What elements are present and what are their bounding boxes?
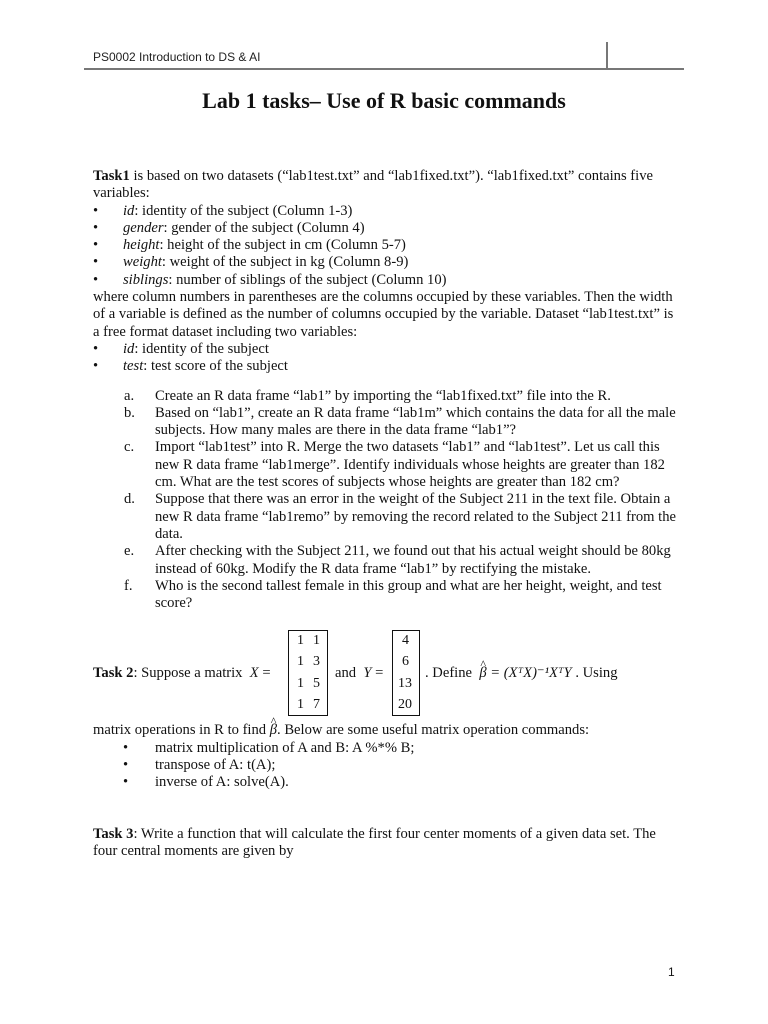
question-letter: d.: [124, 491, 135, 508]
task2-follow-text: matrix operations in R to find: [93, 722, 267, 739]
page-number: 1: [668, 965, 675, 979]
matrix-cell: 6: [402, 654, 409, 670]
list-item: • matrix multiplication of A and B: A %*% B;: [93, 740, 683, 757]
matrix-cell: 5: [313, 676, 320, 692]
list-item: • transpose of A: t(A);: [93, 757, 683, 774]
variable-name: id: [123, 340, 135, 357]
matrix-cell: 1: [313, 633, 320, 649]
variable-name: gender: [123, 219, 164, 236]
question-text: Suppose that there was an error in the weight of the Subject 211 in the text file. Obtain a new R data frame “lab1remo” by removing the record related to the Subject 211 from the data.: [155, 491, 676, 542]
matrix-x: [288, 630, 328, 716]
task2-lead-text: : Suppose a matrix: [133, 665, 243, 682]
beta-formula: = (XᵀX)⁻¹XᵀY: [490, 665, 572, 682]
equals-sign: =: [262, 665, 271, 682]
question-text: Based on “lab1”, create an R data frame “lab1m” which contains the data for all the male subjects. How many males are there in the data frame “lab1”?: [155, 404, 676, 439]
question-text: After checking with the Subject 211, we found out that his actual weight should be 80kg instead of 60kg. Modify the R data frame “lab1” by rectifying the mistake.: [155, 543, 671, 577]
document-body: [93, 168, 683, 860]
variable-desc: : test score of the subject: [143, 358, 288, 375]
task3-label: Task 3: [93, 825, 134, 842]
variable-desc: : identity of the subject (Column 1-3): [134, 202, 353, 219]
task1-intro-text: is based on two datasets (“lab1test.txt” and “lab1fixed.txt”). “lab1fixed.txt” contains five variables:: [93, 168, 653, 202]
and-text: and: [335, 665, 357, 682]
matrix-command-list: [93, 740, 683, 792]
task2-follow: [93, 722, 683, 739]
matrix-cell: 1: [297, 697, 304, 713]
question-item-f: [124, 577, 683, 613]
list-item: [93, 254, 683, 271]
list-item: [93, 220, 683, 237]
question-letter: c.: [124, 439, 135, 456]
variable-name: test: [123, 358, 144, 375]
task2-and: [335, 665, 383, 682]
list-item: [93, 358, 683, 375]
task2-lead: [93, 665, 271, 682]
using-text: . Using: [575, 665, 618, 682]
variable-name: weight: [123, 254, 162, 271]
task2-statement: [93, 630, 683, 722]
define-text: . Define: [425, 665, 473, 682]
question-text: Create an R data frame “lab1” by importing the “lab1fixed.txt” file into the R.: [155, 387, 611, 404]
page-title: Lab 1 tasks– Use of R basic commands: [202, 88, 566, 113]
variable-name: height: [123, 237, 160, 254]
task2-label: Task 2: [93, 665, 134, 682]
task3-statement: [93, 826, 683, 861]
variable-desc: : number of siblings of the subject (Column 10): [168, 271, 447, 288]
task1-question-list: [93, 388, 683, 613]
question-item-d: [124, 491, 683, 543]
question-text: Who is the second tallest female in this group and what are her height, weight, and test score?: [155, 577, 662, 612]
matrix-cell: 13: [398, 676, 412, 692]
matrix-cell: 3: [313, 654, 320, 670]
y-symbol: Y: [363, 665, 372, 682]
matrix-cell: 20: [398, 697, 412, 713]
matrix-cell: 1: [297, 676, 304, 692]
matrix-cell: 7: [313, 697, 320, 713]
task1-variable-list: [93, 203, 683, 289]
header-rule: [84, 68, 684, 70]
variable-name: id: [123, 202, 135, 219]
question-text: Import “lab1test” into R. Merge the two datasets “lab1” and “lab1test”. Let us call this new R data frame “lab1merge”. Identify individuals whose heights are greater than 182 cm. What are the test scores of subjects whose heights are greater than 182 cm?: [155, 439, 665, 491]
list-item: [93, 272, 683, 289]
task1-label: Task1: [93, 168, 130, 184]
task1-intro: [93, 168, 683, 203]
matrix-y: [392, 630, 420, 716]
task1-test-variable-list: [93, 341, 683, 376]
task2-define: [425, 665, 618, 682]
equals-sign: =: [375, 665, 384, 682]
question-letter: e.: [124, 543, 135, 560]
task1-width-note: where column numbers in parentheses are the columns occupied by these variables. Then the width of a variable is defined as the number of columns occupied by the variable. Dataset “lab1test.txt” is a free format dataset including two variables:: [93, 289, 674, 340]
matrix-cell: 4: [402, 633, 409, 649]
matrix-cell: 1: [297, 633, 304, 649]
variable-desc: : identity of the subject: [134, 340, 269, 357]
variable-desc: : weight of the subject in kg (Column 8-9): [161, 254, 409, 271]
variable-name: siblings: [123, 271, 169, 288]
list-item: [93, 237, 683, 254]
question-letter: a.: [124, 387, 135, 404]
list-item: • inverse of A: solve(A).: [93, 774, 683, 791]
variable-desc: : height of the subject in cm (Column 5-7): [159, 237, 406, 254]
header-vertical-bar: [606, 42, 608, 69]
matrix-cell: 1: [297, 654, 304, 670]
question-letter: b.: [124, 404, 135, 421]
beta-hat: ^ β: [270, 722, 277, 739]
question-item-a: [124, 387, 683, 405]
question-letter: f.: [124, 577, 133, 594]
list-item: [93, 341, 683, 358]
beta-hat: ^ β: [479, 665, 486, 682]
document-header: PS0002 Introduction to DS & AI: [93, 50, 261, 64]
question-item-e: [124, 543, 683, 578]
task3-text: : Write a function that will calculate the first four center moments of a given data set. The four central moments are given by: [93, 825, 656, 859]
question-item-c: [124, 439, 683, 491]
question-item-b: [124, 404, 683, 440]
variable-desc: : gender of the subject (Column 4): [163, 219, 365, 236]
x-symbol: X: [249, 665, 259, 682]
list-item: [93, 203, 683, 220]
task2-follow-end: . Below are some useful matrix operation commands:: [277, 722, 590, 739]
